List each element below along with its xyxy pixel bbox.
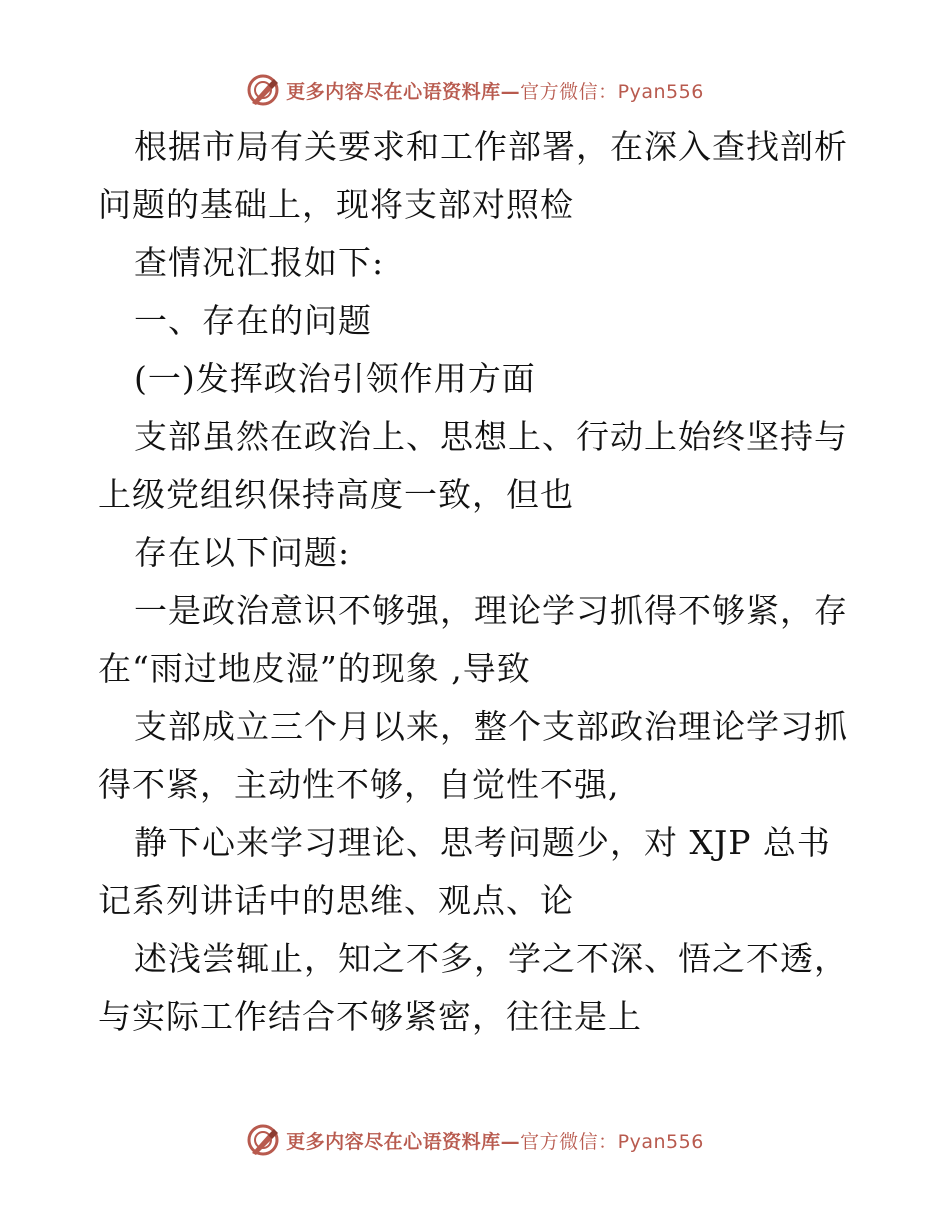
paragraph-line: 得不紧，主动性不够，自觉性不强, [98,765,620,804]
paragraph-line: 一是政治意识不够强，理论学习抓得不够紧，存 [134,591,848,630]
pen-logo-icon [246,73,280,107]
paragraph-line: 与实际工作结合不够紧密，往往是上 [98,997,642,1036]
paragraph-line: 上级党组织保持高度一致，但也 [98,475,574,514]
watermark-wechat: 官方微信：Pyan556 [520,1130,704,1153]
paragraph-line: 记系列讲话中的思维、观点、论 [98,881,574,920]
paragraph-line: 根据市局有关要求和工作部署，在深入查找剖析 [134,127,848,166]
paragraph-line: 存在以下问题: [134,533,351,572]
paragraph-line: 支部虽然在政治上、思想上、行动上始终坚持与 [134,417,848,456]
paragraph-line: 问题的基础上，现将支部对照检 [98,185,574,224]
section-heading: 一、存在的问题 [134,301,372,340]
paragraph-line: 静下心来学习理论、思考问题少，对 XJP 总书 [134,823,831,862]
watermark-text: 更多内容尽在心语资料库— [286,1130,521,1153]
paragraph-line: 在“雨过地皮湿”的现象 ,导致 [98,649,531,688]
paragraph-line: 支部成立三个月以来，整个支部政治理论学习抓 [134,707,848,746]
footer-watermark [0,1120,950,1160]
pen-logo-icon [246,1123,280,1157]
paragraph-line: 查情况汇报如下: [134,243,385,282]
subsection-heading: (一)发挥政治引领作用方面 [134,359,536,398]
paragraph-line: 述浅尝辄止，知之不多，学之不深、悟之不透， [134,939,848,978]
header-watermark [0,70,950,110]
watermark-wechat: 官方微信：Pyan556 [520,80,704,103]
document-body [98,118,858,1046]
watermark-text: 更多内容尽在心语资料库— [286,80,521,103]
